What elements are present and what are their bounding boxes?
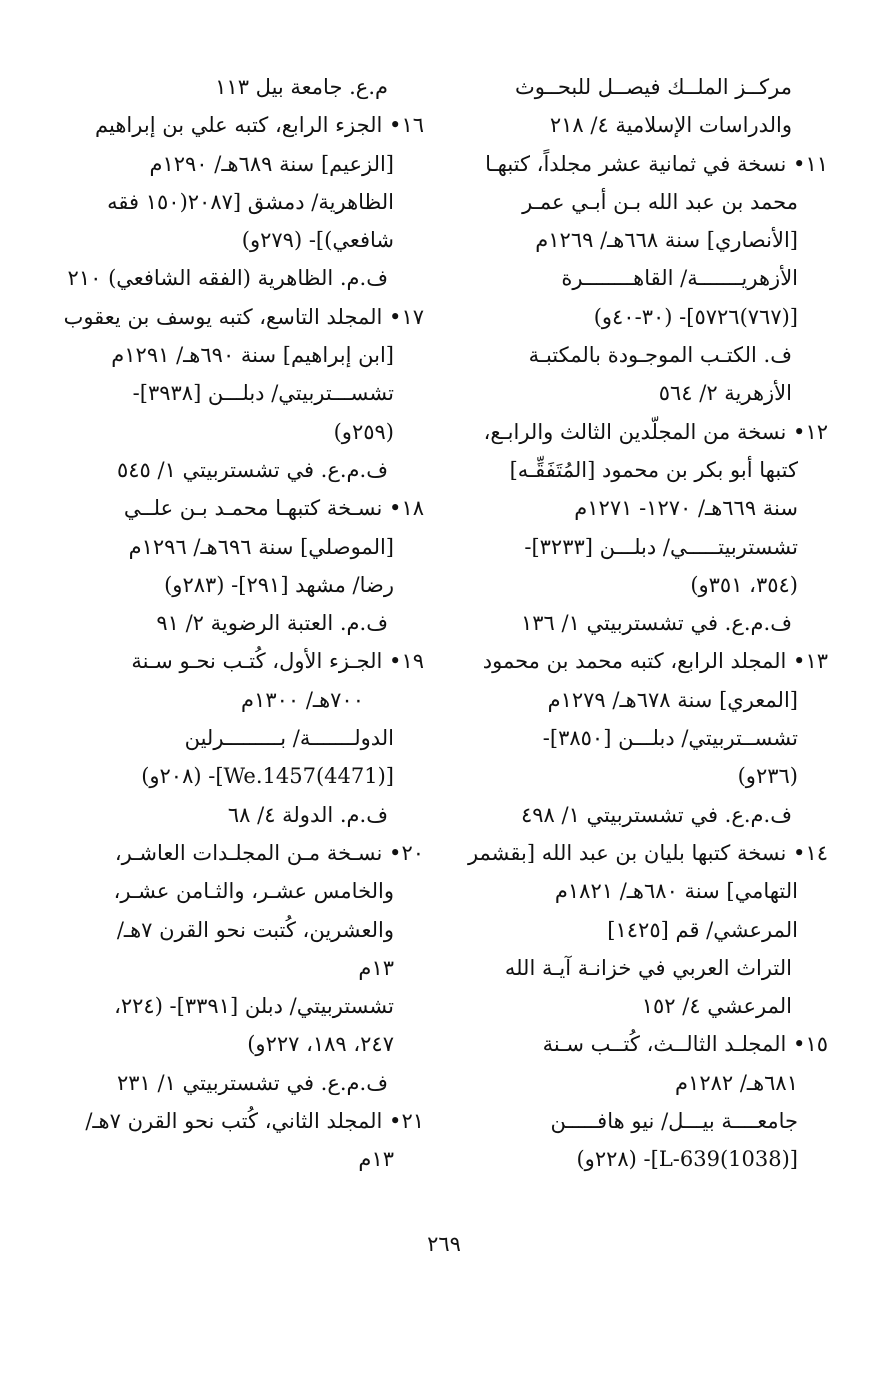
left-column-line: تشستربيتي/ دبلن [٣٣٩١]- (٢٢٤، xyxy=(114,994,394,1019)
right-column-line: [L-639(1038)]- (٢٢٨و) xyxy=(576,1147,798,1172)
left-column-line: ١٣م xyxy=(358,955,394,980)
left-column-line: ١٨• نسـخة كتبهـا محمـد بـن علــي xyxy=(123,496,424,521)
left-column-line: الظاهرية/ دمشق [٢٠٨٧(١٥٠ فقه xyxy=(107,189,394,214)
left-column-line: ٧٠٠هـ/ ١٣٠٠م xyxy=(241,687,364,712)
left-column-line: ١٩• الجـزء الأول، كُتـب نحـو سـنة xyxy=(131,649,424,674)
right-column-line: ١١• نسخة في ثمانية عشر مجلداً، كتبهـا xyxy=(485,151,828,176)
right-column-line: [الأنصاري] سنة ٦٦٨هـ/ ١٢٦٩م xyxy=(535,228,798,253)
left-column-line: ف.م.ع. في تشستربيتي ١/ ٥٤٥ xyxy=(116,457,388,482)
left-column-line: ١٣م xyxy=(358,1147,394,1172)
right-column-line: الأزهريـــــــة/ القاهــــــــرة xyxy=(561,266,798,291)
right-column-line: سنة ٦٦٩هـ/ ١٢٧٠- ١٢٧١م xyxy=(574,496,798,521)
right-column-line: المرعشي ٤/ ١٥٢ xyxy=(641,994,792,1019)
right-column-line: التهامي] سنة ٦٨٠هـ/ ١٨٢١م xyxy=(554,879,798,904)
right-column-line: ٦٨١هـ/ ١٢٨٢م xyxy=(675,1070,798,1095)
right-column-line: [(٧٦٧)٥٧٢٦]- (٣٠-٤٠و) xyxy=(593,304,798,329)
left-column-line: م.ع. جامعة بيل ١١٣ xyxy=(215,75,388,99)
left-column xyxy=(63,68,424,1179)
left-column-line: رضا/ مشهد [٢٩١]- (٢٨٣و) xyxy=(164,572,394,597)
left-column-line: والعشرين، كُتبت نحو القرن ٧هـ/ xyxy=(116,917,394,942)
left-column-line: ٢١• المجلد الثاني، كُتب نحو القرن ٧هـ/ xyxy=(85,1109,424,1134)
right-column-line: ١٥• المجلـد الثالــث، كُتــب سـنة xyxy=(542,1032,828,1057)
left-column-line: ٢٠• نسـخة مـن المجلـدات العاشـر، xyxy=(114,840,424,865)
left-column-line: ف.م. الظاهرية (الفقه الشافعي) ٢١٠ xyxy=(67,266,388,291)
right-column-line: تشســتربيتي/ دبلـــن [٣٨٥٠]- xyxy=(542,726,798,751)
right-column-line: ١٤• نسخة كتبها بليان بن عبد الله [بقشمر xyxy=(467,840,828,865)
right-column-line: كتبها أبو بكر بن محمود [المُتَفَقِّـه] xyxy=(509,457,798,482)
left-column-line: [We.1457(4471)]- (٢٠٨و) xyxy=(141,764,394,789)
right-column-line: جامعــــة بيـــل/ نيو هافـــــن xyxy=(550,1109,798,1134)
right-column-line: المرعشي/ قم [١٤٢٥] xyxy=(607,917,798,942)
left-column-line: ف.م.ع. في تشستربيتي ١/ ٢٣١ xyxy=(116,1070,388,1095)
left-column-line: ف.م. الدولة ٤/ ٦٨ xyxy=(227,802,388,827)
left-column-line: [الزعيم] سنة ٦٨٩هـ/ ١٢٩٠م xyxy=(149,151,394,176)
right-column-line: تشستربيتـــــي/ دبلـــن [٣٢٣٣]- xyxy=(524,534,798,559)
right-column-line: (٢٣٦و) xyxy=(737,764,798,789)
left-column-line: ٢٤٧، ١٨٩، ٢٢٧و) xyxy=(247,1032,394,1057)
left-column-line: ١٦• الجزء الرابع، كتبه علي بن إبراهيم xyxy=(95,113,424,138)
right-column-line: ١٣• المجلد الرابع، كتبه محمد بن محمود xyxy=(482,649,828,674)
left-column-line: ١٧• المجلد التاسع، كتبه يوسف بن يعقوب xyxy=(63,304,424,329)
page-number: ٢٦٩ xyxy=(427,1232,461,1256)
left-column-line: تشســـتربيتي/ دبلـــن [٣٩٣٨]- xyxy=(132,381,394,406)
left-column-line: (٢٥٩و) xyxy=(333,419,394,444)
right-column-line: ف.م.ع. في تشستربيتي ١/ ٤٩٨ xyxy=(520,802,792,827)
right-column-line: مركــز الملــك فيصــل للبحــوث xyxy=(514,75,792,99)
left-column-line: والخامس عشـر، والثـامن عشـر، xyxy=(113,879,394,904)
left-column-line: الدولـــــــة/ بـــــــــرلين xyxy=(184,726,394,751)
right-column-line: محمد بن عبد الله بـن أبـي عمـر xyxy=(522,189,798,214)
right-column-line: ١٢• نسخة من المجلّدين الثالث والرابـع، xyxy=(483,419,828,444)
right-column-line: ف. الكتـب الموجـودة بالمكتبـة xyxy=(528,343,792,368)
right-column-line: [المعري] سنة ٦٧٨هـ/ ١٢٧٩م xyxy=(547,687,798,712)
left-column-line: شافعي)]- (٢٧٩و) xyxy=(241,228,394,253)
right-column-line: ف.م.ع. في تشستربيتي ١/ ١٣٦ xyxy=(520,611,792,636)
right-column-line: (٣٥٤، ٣٥١و) xyxy=(690,572,798,597)
right-column-line: التراث العربي في خزانـة آيـة الله xyxy=(504,955,792,980)
left-column-line: [الموصلي] سنة ٦٩٦هـ/ ١٢٩٦م xyxy=(128,534,394,559)
right-column xyxy=(462,68,828,1179)
right-column-line: والدراسات الإسلامية ٤/ ٢١٨ xyxy=(549,113,792,138)
right-column-line: الأزهرية ٢/ ٥٦٤ xyxy=(658,381,792,406)
left-column-line: [ابن إبراهيم] سنة ٦٩٠هـ/ ١٢٩١م xyxy=(111,343,394,368)
left-column-line: ف.م. العتبة الرضوية ٢/ ٩١ xyxy=(156,611,388,636)
